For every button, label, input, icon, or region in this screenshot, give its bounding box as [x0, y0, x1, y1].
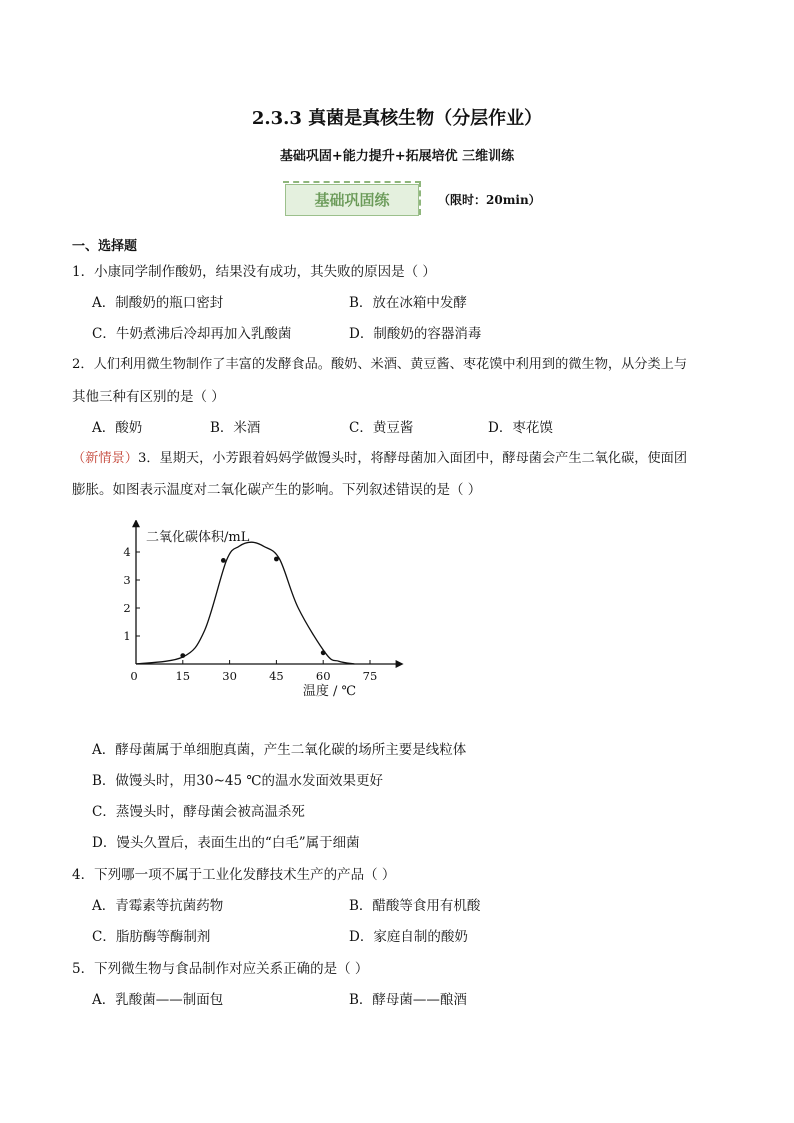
q1-option-b: B．放在冰箱中发酵: [349, 295, 467, 311]
q3-option-a: A．酵母菌属于单细胞真菌，产生二氧化碳的场所主要是线粒体: [92, 742, 467, 758]
q5-option-a: A．乳酸菌——制面包: [92, 992, 224, 1008]
q2-option-b: B．米酒: [210, 420, 261, 436]
co2-temperature-chart: [118, 520, 418, 700]
q3-stem-line2: 膨胀。如图表示温度对二氧化碳产生的影响。下列叙述错误的是（ ）: [72, 482, 482, 498]
x-tick-label-60: 60: [315, 669, 331, 683]
q3-stem-line1: 3．星期天，小芳跟着妈妈学做馒头时，将酵母菌加入面团中，酵母菌会产生二氧化碳，使面团: [137, 451, 688, 466]
q4-option-d: D．家庭自制的酸奶: [349, 929, 468, 945]
data-point-60: [321, 650, 326, 655]
q3-option-c: C．蒸馒头时，酵母菌会被高温杀死: [92, 804, 305, 820]
q2-option-c: C．黄豆酱: [349, 420, 414, 436]
q4-option-b: B．醋酸等食用有机酸: [349, 898, 481, 914]
q1-option-d: D．制酸奶的容器消毒: [349, 326, 482, 342]
x-axis-label: 温度 / ℃: [302, 684, 357, 699]
q1-option-c: C．牛奶煮沸后冷却再加入乳酸菌: [92, 326, 292, 342]
section-badge: [283, 181, 425, 217]
page-title: 2.3.3 真菌是真核生物（分层作业）: [251, 108, 543, 129]
q2-stem-line2: 其他三种有区别的是（ ）: [72, 389, 225, 405]
q3-option-d: D．馒头久置后，表面生出的“白毛”属于细菌: [92, 835, 360, 851]
q5-option-b: B．酵母菌——酿酒: [349, 992, 467, 1008]
q4-option-c: C．脂肪酶等酶制剂: [92, 929, 211, 945]
data-point-45: [274, 557, 279, 562]
x-tick-label-30: 30: [222, 669, 237, 683]
x-tick-label-75: 75: [362, 669, 378, 683]
time-limit: （限时：20min）: [438, 193, 541, 207]
q3-tag: （新情景）: [72, 451, 138, 466]
y-axis-arrow: [132, 520, 140, 527]
page-subtitle: 基础巩固+能力提升+拓展培优 三维训练: [279, 149, 515, 164]
q3-option-b: B．做馒头时，用30~45 ℃的温水发面效果更好: [92, 773, 383, 789]
q2-option-a: A．酸奶: [92, 420, 143, 436]
q2-stem-line1: 2．人们利用微生物制作了丰富的发酵食品。酸奶、米酒、黄豆酱、枣花馍中利用到的微生物，从分类上与: [72, 357, 688, 372]
y-tick-label-1: 1: [123, 629, 131, 643]
co2-curve: [136, 542, 354, 664]
x-axis-arrow: [396, 660, 404, 668]
data-point-28: [221, 558, 226, 563]
y-tick-label-4: 4: [123, 545, 131, 559]
q1-option-a: A．制酸奶的瓶口密封: [92, 295, 224, 311]
x-tick-label-45: 45: [269, 669, 284, 683]
section-title: 一、选择题: [72, 239, 138, 254]
y-tick-label-2: 2: [123, 601, 131, 615]
q4-option-a: A．青霉素等抗菌药物: [92, 898, 224, 914]
x-tick-label-0: 0: [130, 669, 138, 683]
y-tick-label-3: 3: [123, 573, 131, 587]
y-axis-label: 二氧化碳体积/mL: [146, 530, 250, 545]
badge-label: 基础巩固练: [285, 184, 419, 216]
x-tick-label-15: 15: [175, 669, 191, 683]
q2-option-d: D．枣花馍: [488, 420, 553, 436]
data-point-15: [180, 653, 185, 658]
q1-stem: 1．小康同学制作酸奶，结果没有成功，其失败的原因是（ ）: [72, 264, 436, 280]
q5-stem: 5．下列微生物与食品制作对应关系正确的是（ ）: [72, 961, 369, 977]
q4-stem: 4．下列哪一项不属于工业化发酵技术生产的产品（ ）: [72, 867, 396, 883]
